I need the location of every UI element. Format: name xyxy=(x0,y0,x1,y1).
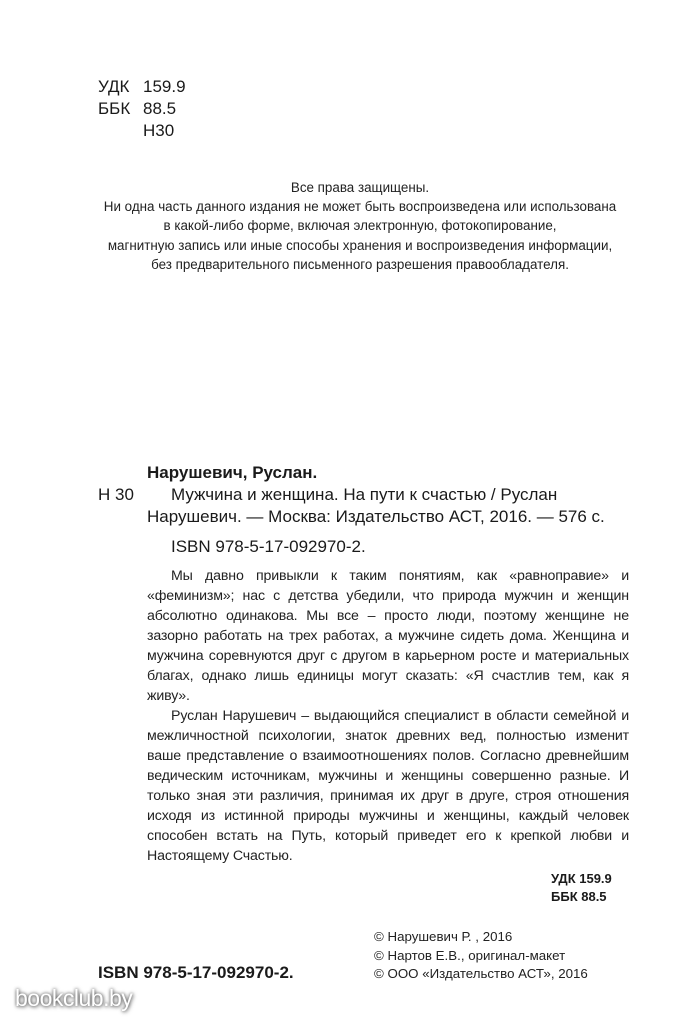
copyright-line: © ООО «Издательство АСТ», 2016 xyxy=(374,966,588,981)
catalog-isbn: ISBN 978-5-17-092970-2. xyxy=(171,537,366,556)
rights-line: без предварительного письменного разрешения правообладателя. xyxy=(151,256,569,272)
abstract xyxy=(147,566,629,866)
copyright-line: © Нартов Е.В., оригинал-макет xyxy=(374,947,566,963)
catalog-author: Нарушевич, Руслан. xyxy=(147,463,318,482)
bbk-row xyxy=(98,98,186,120)
bbk-value: 88.5 xyxy=(143,99,177,118)
bottom-classification-codes xyxy=(551,870,638,906)
rights-line: Все права защищены. xyxy=(290,180,430,195)
author-mark: Н30 xyxy=(143,121,175,140)
rights-notice xyxy=(100,178,620,274)
catalog-title-entry: Мужчина и женщина. На пути к счастью / Руслан Нарушевич. — Москва: Издательство АСТ, 2016. — 576 с. xyxy=(147,485,605,526)
footer-block xyxy=(98,928,638,984)
catalog-title-row xyxy=(98,484,628,528)
top-classification-codes xyxy=(98,76,186,142)
rights-line: в какой-либо форме, включая электронную, фотокопирование, xyxy=(163,218,557,234)
udk-value: 159.9 xyxy=(143,77,186,96)
udk-label: УДК xyxy=(98,77,130,96)
isbn-bottom: ISBN 978-5-17-092970-2. xyxy=(98,962,294,982)
bbk-label: ББК xyxy=(98,99,131,118)
catalog-code: Н 30 xyxy=(98,485,134,504)
catalog-entry xyxy=(98,462,628,558)
copyright-block xyxy=(374,928,588,984)
lower-section xyxy=(98,462,638,984)
abstract-paragraph: Мы давно привыкли к таким понятиям, как «равноправие» и «феминизм»; нас с детства убедили, что природа мужчин и женщин абсолютно одинакова. Мы все – просто люди, поэтому женщине не зазорно работать на трех работах, а мужчине сидеть дома. Женщина и мужчина соревнуются друг с другом в карьерном росте и материальных благах, однако лишь единицы могут сказать: «Я счастлив тем, как я живу». xyxy=(147,568,629,704)
rights-line: Ни одна часть данного издания не может быть воспроизведена или использована xyxy=(103,199,617,215)
watermark: bookclub.by xyxy=(15,985,133,1011)
bottom-bbk: ББК 88.5 xyxy=(551,889,607,904)
copyright-line: © Нарушевич Р. , 2016 xyxy=(374,929,513,944)
udk-row xyxy=(98,76,186,98)
bottom-udk: УДК 159.9 xyxy=(551,871,612,886)
abstract-paragraph: Руслан Нарушевич – выдающийся специалист в области семейной и межличностной психологии, знаток древних вед, полностью изменит ваше представление о взаимоотношениях полов. Согласно древнейшим ведическим источникам, мужчины и женщины совершенно разные. И только зная эти различия, принимая их друг в друге, строя отношения исходя из истинной природы мужчины и женщины, каждый человек способен встать на Путь, который приведет его к крепкой любви и Настоящему Счастью. xyxy=(147,708,629,864)
rights-line: магнитную запись или иные способы хранения и воспроизведения информации, xyxy=(107,237,613,253)
